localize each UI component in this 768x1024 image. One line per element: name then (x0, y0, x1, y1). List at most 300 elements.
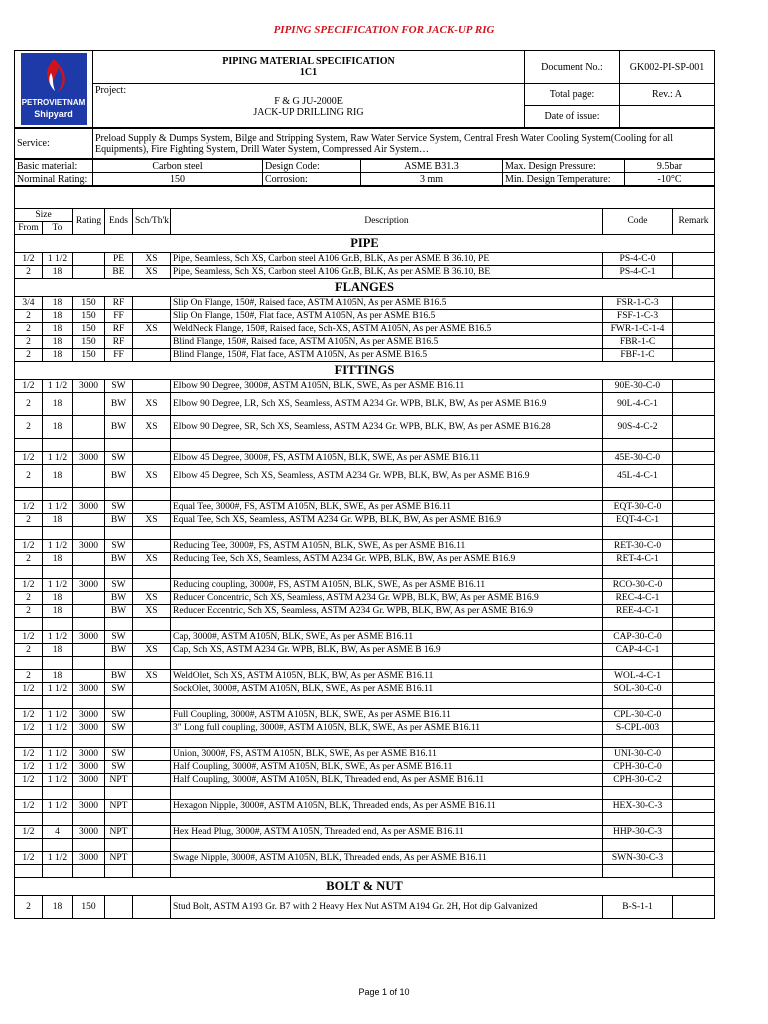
size-from: 1/2 (15, 452, 43, 465)
code-cell: 45L-4-C-1 (603, 465, 673, 488)
table-row (15, 452, 715, 465)
ends-cell: RF (105, 336, 133, 349)
description-cell: Elbow 90 Degree, 3000#, ASTM A105N, BLK, SWE, As per ASME B16.11 (171, 380, 603, 393)
size-to: 18 (43, 670, 73, 683)
remark-cell (673, 839, 715, 852)
table-row (15, 336, 715, 349)
code-cell: RET-4-C-1 (603, 553, 673, 566)
blank-row (15, 527, 715, 540)
size-from (15, 735, 43, 748)
remark-cell (673, 416, 715, 439)
col-from: From (15, 222, 43, 235)
page-footer: Page 1 of 10 (358, 987, 410, 997)
table-row (15, 852, 715, 865)
size-from: 3/4 (15, 297, 43, 310)
description-cell: Reducer Eccentric, Sch XS, Seamless, ASTM A234 Gr. WPB, BLK, BW, As per ASME B16.9 (171, 605, 603, 618)
description-cell: Hex Head Plug, 3000#, ASTM A105N, Threaded end, As per ASME B16.11 (171, 826, 603, 839)
size-from: 2 (15, 336, 43, 349)
size-from (15, 839, 43, 852)
description-cell: Slip On Flange, 150#, Raised face, ASTM A105N, As per ASME B16.5 (171, 297, 603, 310)
blank-row (15, 566, 715, 579)
rating-cell (73, 618, 105, 631)
sch-cell: XS (133, 592, 171, 605)
code-cell: 90L-4-C-1 (603, 393, 673, 416)
description-cell: Reducing coupling, 3000#, FS, ASTM A105N, BLK, SWE, As per ASME B16.11 (171, 579, 603, 592)
remark-cell (673, 761, 715, 774)
description-cell (171, 657, 603, 670)
size-from: 2 (15, 644, 43, 657)
table-row (15, 683, 715, 696)
sch-cell: XS (133, 416, 171, 439)
spec-sheet (14, 50, 714, 919)
remark-cell (673, 696, 715, 709)
table-row (15, 310, 715, 323)
description-cell: Equal Tee, 3000#, FS, ASTM A105N, BLK, SWE, As per ASME B16.11 (171, 501, 603, 514)
description-cell: Reducing Tee, Sch XS, Seamless, ASTM A234 Gr. WPB, BLK, BW, As per ASME B16.9 (171, 553, 603, 566)
ends-cell: SW (105, 761, 133, 774)
sch-cell (133, 774, 171, 787)
size-to: 1 1/2 (43, 631, 73, 644)
remark-cell (673, 349, 715, 362)
items-body (15, 187, 715, 919)
table-row (15, 253, 715, 266)
sch-cell: XS (133, 605, 171, 618)
sch-cell: XS (133, 644, 171, 657)
ends-cell: SW (105, 631, 133, 644)
rating-cell (73, 566, 105, 579)
sch-cell (133, 380, 171, 393)
description-cell: Slip On Flange, 150#, Flat face, ASTM A105N, As per ASME B16.5 (171, 310, 603, 323)
rating-cell: 3000 (73, 540, 105, 553)
description-cell (171, 527, 603, 540)
size-to: 1 1/2 (43, 709, 73, 722)
size-from: 1/2 (15, 852, 43, 865)
table-row (15, 465, 715, 488)
size-to (43, 618, 73, 631)
description-cell (171, 787, 603, 800)
size-from: 1/2 (15, 380, 43, 393)
revision: Rev.: A (620, 84, 715, 106)
remark-cell (673, 735, 715, 748)
code-cell (603, 488, 673, 501)
code-cell: HHP-30-C-3 (603, 826, 673, 839)
description-cell (171, 488, 603, 501)
size-from (15, 566, 43, 579)
size-from: 1/2 (15, 709, 43, 722)
size-to (43, 787, 73, 800)
size-from: 2 (15, 592, 43, 605)
col-remark: Remark (673, 209, 715, 235)
rating-cell: 150 (73, 336, 105, 349)
rating-cell (73, 696, 105, 709)
remark-cell (673, 709, 715, 722)
sch-cell (133, 452, 171, 465)
section-header (15, 279, 715, 297)
ends-cell: BW (105, 514, 133, 527)
ends-cell: BW (105, 553, 133, 566)
rating-cell (73, 813, 105, 826)
sch-cell (133, 618, 171, 631)
project-line2: JACK-UP DRILLING RIG (253, 107, 364, 118)
rating-cell: 3000 (73, 579, 105, 592)
table-row (15, 416, 715, 439)
table-row (15, 748, 715, 761)
remark-cell (673, 297, 715, 310)
remark-cell (673, 896, 715, 919)
ends-cell: NPT (105, 852, 133, 865)
size-from: 1/2 (15, 748, 43, 761)
code-cell: SWN-30-C-3 (603, 852, 673, 865)
description-cell: Elbow 90 Degree, LR, Sch XS, Seamless, ASTM A234 Gr. WPB, BLK, BW, As per ASME B16.9 (171, 393, 603, 416)
remark-cell (673, 605, 715, 618)
section-title: FITTINGS (15, 362, 715, 380)
size-to: 1 1/2 (43, 683, 73, 696)
blank-row (15, 813, 715, 826)
ends-cell: SW (105, 683, 133, 696)
size-to: 18 (43, 514, 73, 527)
petrovietnam-logo (21, 53, 87, 125)
code-cell (603, 566, 673, 579)
remark-cell (673, 501, 715, 514)
corrosion: 3 mm (361, 173, 503, 186)
size-to: 1 1/2 (43, 852, 73, 865)
section-title: BOLT & NUT (15, 878, 715, 896)
description-cell: Blind Flange, 150#, Raised face, ASTM A105N, As per ASME B16.5 (171, 336, 603, 349)
sch-cell (133, 579, 171, 592)
project-cell (93, 84, 525, 128)
size-to: 1 1/2 (43, 452, 73, 465)
remark-cell (673, 439, 715, 452)
rating-cell: 3000 (73, 683, 105, 696)
table-row (15, 631, 715, 644)
code-cell: CAP-30-C-0 (603, 631, 673, 644)
size-from: 2 (15, 465, 43, 488)
size-from: 2 (15, 605, 43, 618)
rating-cell: 3000 (73, 722, 105, 735)
size-to (43, 696, 73, 709)
description-cell (171, 566, 603, 579)
ends-cell: SW (105, 501, 133, 514)
code-cell: HEX-30-C-3 (603, 800, 673, 813)
size-from (15, 813, 43, 826)
col-to: To (43, 222, 73, 235)
table-row (15, 605, 715, 618)
size-from: 2 (15, 393, 43, 416)
min-temp: -10°C (625, 173, 715, 186)
section-title: PIPE (15, 235, 715, 253)
code-cell: FBR-1-C (603, 336, 673, 349)
table-row (15, 592, 715, 605)
code-cell (603, 618, 673, 631)
size-to: 1 1/2 (43, 579, 73, 592)
section-title: FLANGES (15, 279, 715, 297)
sch-cell: XS (133, 323, 171, 336)
remark-cell (673, 540, 715, 553)
remark-cell (673, 380, 715, 393)
code-cell (603, 657, 673, 670)
description-cell (171, 735, 603, 748)
ends-cell: NPT (105, 774, 133, 787)
rating-cell (73, 605, 105, 618)
document-title: PIPING SPECIFICATION FOR JACK-UP RIG (273, 24, 495, 36)
description-cell: Pipe, Seamless, Sch XS, Carbon steel A106 Gr.B, BLK, As per ASME B 36.10, PE (171, 253, 603, 266)
size-from: 2 (15, 310, 43, 323)
size-from: 1/2 (15, 631, 43, 644)
size-from: 1/2 (15, 722, 43, 735)
description-cell (171, 618, 603, 631)
sch-cell: XS (133, 393, 171, 416)
description-cell (171, 839, 603, 852)
project-line1: F & G JU-2000E (274, 96, 343, 107)
code-cell: SOL-30-C-0 (603, 683, 673, 696)
blank-row (15, 696, 715, 709)
rating-cell (73, 644, 105, 657)
size-to: 1 1/2 (43, 748, 73, 761)
remark-cell (673, 527, 715, 540)
size-to (43, 813, 73, 826)
remark-cell (673, 865, 715, 878)
description-cell (171, 696, 603, 709)
sch-cell (133, 566, 171, 579)
sch-cell (133, 310, 171, 323)
spec-title-cell (93, 51, 525, 84)
size-to: 1 1/2 (43, 722, 73, 735)
sch-cell (133, 865, 171, 878)
ends-cell: SW (105, 380, 133, 393)
sch-cell (133, 709, 171, 722)
description-cell: 3" Long full coupling, 3000#, ASTM A105N, BLK, SWE, As per ASME B16.11 (171, 722, 603, 735)
size-to: 4 (43, 826, 73, 839)
size-to: 18 (43, 553, 73, 566)
size-to: 18 (43, 266, 73, 279)
table-row (15, 266, 715, 279)
sch-cell (133, 813, 171, 826)
blank-row (15, 839, 715, 852)
remark-cell (673, 323, 715, 336)
table-row (15, 800, 715, 813)
blank-row (15, 439, 715, 452)
sch-cell (133, 683, 171, 696)
ends-cell (105, 488, 133, 501)
sch-cell (133, 696, 171, 709)
table-row (15, 297, 715, 310)
rating-cell: 150 (73, 297, 105, 310)
description-cell: Elbow 45 Degree, Sch XS, Seamless, ASTM A234 Gr. WPB, BLK, BW, As per ASME B16.9 (171, 465, 603, 488)
ends-cell (105, 813, 133, 826)
remark-cell (673, 579, 715, 592)
description-cell: Cap, 3000#, ASTM A105N, BLK, SWE, As per ASME B16.11 (171, 631, 603, 644)
description-cell: Union, 3000#, FS, ASTM A105N, BLK, SWE, As per ASME B16.11 (171, 748, 603, 761)
blank-row (15, 787, 715, 800)
sch-cell (133, 631, 171, 644)
remark-cell (673, 631, 715, 644)
remark-cell (673, 253, 715, 266)
service-label: Service: (15, 129, 93, 159)
sch-cell (133, 501, 171, 514)
size-from (15, 439, 43, 452)
remark-cell (673, 683, 715, 696)
size-from: 2 (15, 896, 43, 919)
size-to (43, 527, 73, 540)
code-cell: CPH-30-C-2 (603, 774, 673, 787)
col-description: Description (171, 209, 603, 235)
remark-cell (673, 514, 715, 527)
ends-cell (105, 566, 133, 579)
size-to (43, 488, 73, 501)
date-value (620, 106, 715, 128)
size-from (15, 696, 43, 709)
total-page-label: Total page: (525, 84, 620, 106)
size-from: 2 (15, 514, 43, 527)
blank-row (15, 735, 715, 748)
remark-cell (673, 310, 715, 323)
basic-material-label: Basic material: (15, 160, 93, 173)
remark-cell (673, 670, 715, 683)
description-cell: Elbow 45 Degree, 3000#, FS, ASTM A105N, BLK, SWE, As per ASME B16.11 (171, 452, 603, 465)
size-to (43, 839, 73, 852)
rating-cell: 3000 (73, 826, 105, 839)
remark-cell (673, 618, 715, 631)
description-cell: Stud Bolt, ASTM A193 Gr. B7 with 2 Heavy Hex Nut ASTM A194 Gr. 2H, Hot dip Galvanized (171, 896, 603, 919)
ends-cell: NPT (105, 826, 133, 839)
ends-cell: BW (105, 416, 133, 439)
rating-cell: 3000 (73, 709, 105, 722)
size-to: 1 1/2 (43, 540, 73, 553)
size-from (15, 618, 43, 631)
table-row (15, 323, 715, 336)
size-from (15, 787, 43, 800)
sch-cell (133, 488, 171, 501)
ends-cell (105, 787, 133, 800)
rating-cell: 150 (73, 310, 105, 323)
col-rating: Rating (73, 209, 105, 235)
col-ends: Ends (105, 209, 133, 235)
rating-cell: 3000 (73, 774, 105, 787)
rating-cell: 3000 (73, 748, 105, 761)
max-pressure-label: Max. Design Pressure: (503, 160, 625, 173)
code-cell: FSF-1-C-3 (603, 310, 673, 323)
ends-cell: RF (105, 323, 133, 336)
ends-cell: SW (105, 579, 133, 592)
rating-cell (73, 488, 105, 501)
size-from: 1/2 (15, 579, 43, 592)
sch-cell: XS (133, 514, 171, 527)
size-from: 2 (15, 349, 43, 362)
sch-cell (133, 896, 171, 919)
table-row (15, 722, 715, 735)
col-size: Size (15, 209, 73, 222)
table-row (15, 393, 715, 416)
ends-cell (105, 839, 133, 852)
rating: 150 (93, 173, 263, 186)
sch-cell: XS (133, 670, 171, 683)
code-cell: PS-4-C-1 (603, 266, 673, 279)
size-from (15, 527, 43, 540)
size-to: 18 (43, 896, 73, 919)
size-from: 1/2 (15, 253, 43, 266)
size-to: 18 (43, 393, 73, 416)
remark-cell (673, 452, 715, 465)
code-cell: FSR-1-C-3 (603, 297, 673, 310)
sch-cell (133, 722, 171, 735)
section-header (15, 362, 715, 380)
size-to: 1 1/2 (43, 380, 73, 393)
min-temp-label: Min. Design Temperature: (503, 173, 625, 186)
rating-cell (73, 787, 105, 800)
ends-cell (105, 696, 133, 709)
size-to: 18 (43, 336, 73, 349)
rating-cell (73, 393, 105, 416)
doc-no: GK002-PI-SP-001 (620, 51, 715, 84)
rating-cell: 3000 (73, 800, 105, 813)
spacer-row (15, 187, 715, 209)
size-to: 1 1/2 (43, 800, 73, 813)
sch-cell: XS (133, 266, 171, 279)
ends-cell (105, 618, 133, 631)
code-cell: EQT-30-C-0 (603, 501, 673, 514)
table-row (15, 501, 715, 514)
description-cell (171, 865, 603, 878)
basic-material: Carbon steel (93, 160, 263, 173)
code-cell: PS-4-C-0 (603, 253, 673, 266)
code-cell (603, 735, 673, 748)
ends-cell (105, 439, 133, 452)
table-row (15, 670, 715, 683)
ends-cell: SW (105, 540, 133, 553)
sch-cell (133, 787, 171, 800)
rating-label: Norminal Rating: (15, 173, 93, 186)
code-cell: REE-4-C-1 (603, 605, 673, 618)
sch-cell: XS (133, 465, 171, 488)
ends-cell: BW (105, 393, 133, 416)
rating-cell: 150 (73, 349, 105, 362)
code-cell (603, 787, 673, 800)
remark-cell (673, 644, 715, 657)
code-cell (603, 813, 673, 826)
section-header (15, 235, 715, 253)
max-pressure: 9.5bar (625, 160, 715, 173)
ends-cell (105, 735, 133, 748)
table-row (15, 380, 715, 393)
size-to (43, 439, 73, 452)
description-cell: WeldNeck Flange, 150#, Raised face, Sch-XS, ASTM A105N, As per ASME B16.5 (171, 323, 603, 336)
description-cell: Pipe, Seamless, Sch XS, Carbon steel A106 Gr.B, BLK, As per ASME B 36.10, BE (171, 266, 603, 279)
code-cell: REC-4-C-1 (603, 592, 673, 605)
rating-cell (73, 416, 105, 439)
ends-cell (105, 527, 133, 540)
sch-cell (133, 826, 171, 839)
remark-cell (673, 266, 715, 279)
ends-cell (105, 896, 133, 919)
rating-cell (73, 527, 105, 540)
size-to: 18 (43, 592, 73, 605)
size-from (15, 488, 43, 501)
spec-code: 1C1 (299, 67, 318, 78)
description-cell: Swage Nipple, 3000#, ASTM A105N, BLK, Threaded ends, As per ASME B16.11 (171, 852, 603, 865)
remark-cell (673, 748, 715, 761)
doc-no-label: Document No.: (525, 51, 620, 84)
size-to (43, 657, 73, 670)
size-from: 2 (15, 323, 43, 336)
sch-cell (133, 349, 171, 362)
ends-cell: BW (105, 670, 133, 683)
remark-cell (673, 800, 715, 813)
table-row (15, 896, 715, 919)
size-to (43, 735, 73, 748)
sch-cell (133, 839, 171, 852)
size-from: 2 (15, 266, 43, 279)
code-cell: RCO-30-C-0 (603, 579, 673, 592)
